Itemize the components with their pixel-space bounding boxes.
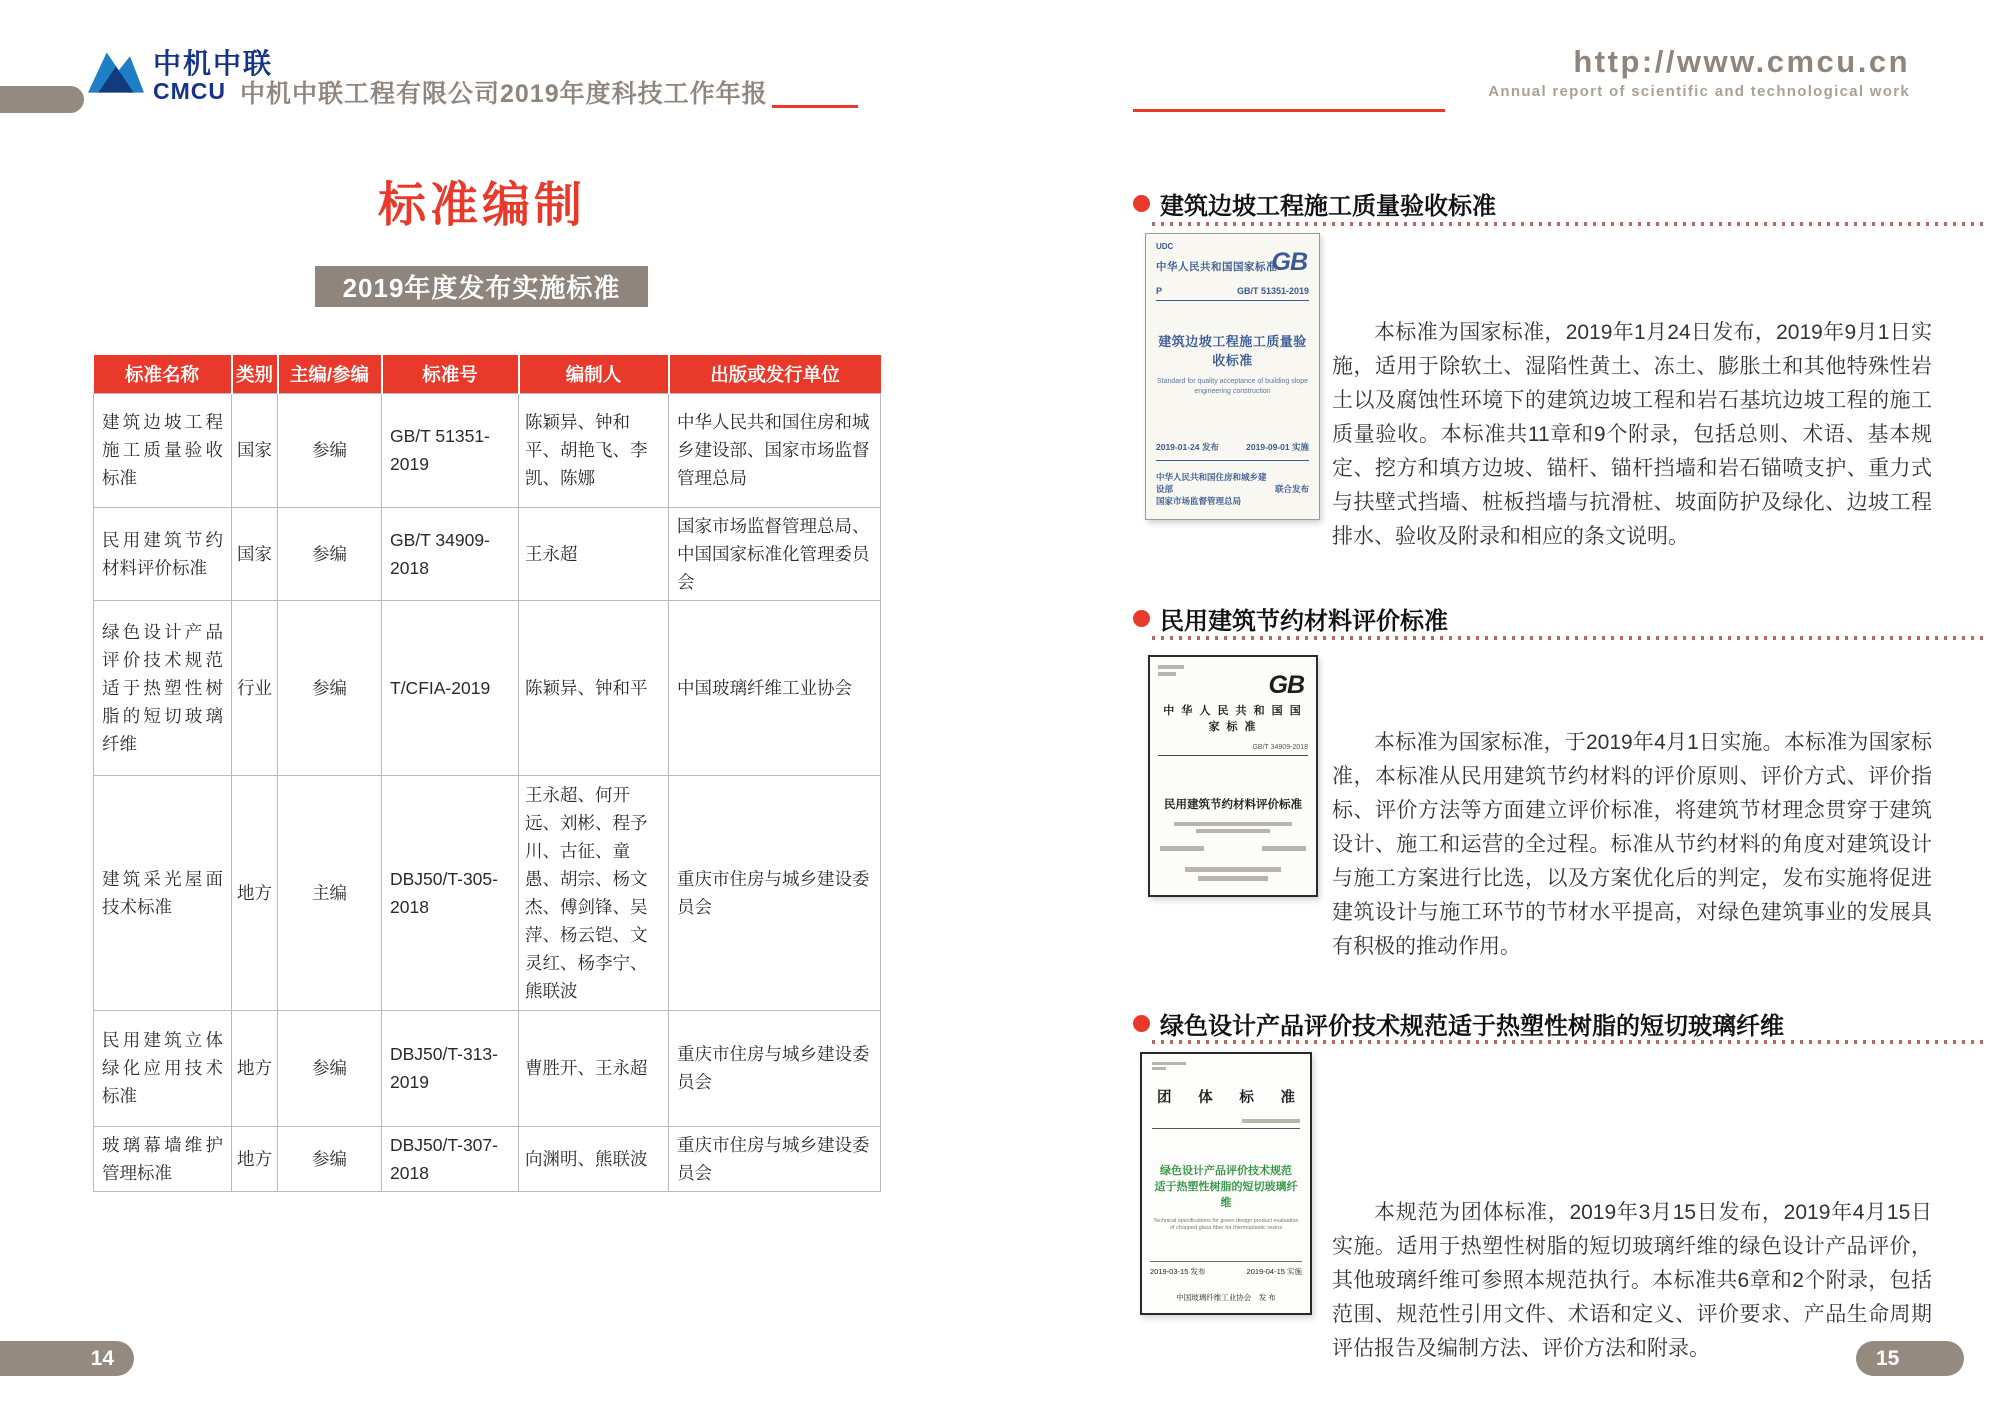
dotted-divider	[1152, 1040, 1985, 1044]
cover-rule	[1158, 755, 1308, 756]
blurred-text-placeholder	[1242, 1119, 1300, 1123]
cell-compilers: 陈颖异、钟和平	[519, 600, 669, 775]
section-heading-green-design-standard	[1133, 1006, 1784, 1041]
cell-category: 地方	[232, 1010, 278, 1126]
cell-role: 参编	[278, 1010, 382, 1126]
website-block	[1488, 44, 1910, 100]
cover-rule	[1156, 460, 1309, 461]
section-heading-label: 建筑边坡工程施工质量验收标准	[1160, 193, 1496, 220]
cover-standard-type: 中华人民共和国国家标准	[1156, 261, 1277, 273]
cover-p-label: P	[1156, 286, 1163, 296]
section-heading-label: 绿色设计产品评价技术规范适于热塑性树脂的短切玻璃纤维	[1160, 1013, 1784, 1040]
col-header-number: 标准号	[382, 355, 519, 393]
cover-impl-date: 2019-04-15 实施	[1246, 1267, 1302, 1276]
page-number-right: 15	[1856, 1341, 1964, 1376]
col-header-role: 主编/参编	[278, 355, 382, 393]
header-red-dash	[772, 105, 858, 108]
red-bullet-icon	[1133, 195, 1150, 212]
cell-publisher: 重庆市住房与城乡建设委员会	[669, 775, 881, 1010]
blurred-text-placeholder	[1152, 1062, 1186, 1070]
header-left-bar	[0, 86, 84, 113]
cover-issue-date: 2019-01-24 发布	[1156, 442, 1219, 452]
table-row	[94, 507, 881, 600]
blurred-text-placeholder	[1160, 846, 1306, 851]
cell-standard-name: 玻璃幕墙维护管理标准	[94, 1126, 232, 1191]
cover-rule	[1152, 1128, 1300, 1129]
cell-standard-name: 建筑采光屋面技术标准	[94, 775, 232, 1010]
cover-publisher-2: 国家市场监督管理总局	[1156, 496, 1242, 506]
cover-standard-number: GB/T 51351-2019	[1236, 286, 1309, 296]
cover-standard-type: 中 华 人 民 共 和 国 国 家 标 准	[1163, 705, 1303, 733]
cell-standard-name: 建筑边坡工程施工质量验收标准	[94, 393, 232, 507]
cell-standard-name: 民用建筑节约材料评价标准	[94, 507, 232, 600]
cell-number: DBJ50/T-307-2018	[382, 1126, 519, 1191]
cell-category: 国家	[232, 507, 278, 600]
table-row	[94, 775, 881, 1010]
cell-category: 地方	[232, 775, 278, 1010]
cover-title: 民用建筑节约材料评价标准	[1164, 799, 1302, 811]
cover-title: 建筑边坡工程施工质量验收标准	[1158, 334, 1307, 368]
cover-rule	[1156, 300, 1309, 301]
table-row	[94, 600, 881, 775]
section-heading-material-standard	[1133, 601, 1448, 636]
cell-compilers: 向渊明、熊联波	[519, 1126, 669, 1191]
cell-category: 国家	[232, 393, 278, 507]
cell-number: T/CFIA-2019	[382, 600, 519, 775]
table-row	[94, 1010, 881, 1126]
cover-publisher: 中国玻璃纤维工业协会 发 布	[1176, 1293, 1276, 1302]
section-body-text: 本标准为国家标准，2019年1月24日发布，2019年9月1日实施，适用于除软土、湿陷性黄土、冻土、膨胀土和其他特殊性岩土以及腐蚀性环境下的建筑边坡工程和岩石基坑边坡工程的施工质量验收。本标准共11章和9个附录，包括总则、术语、基本规定、挖方和填方边坡、锚杆、锚杆挡墙和岩石锚喷支护、重力式与扶壁式挡墙、桩板挡墙与抗滑桩、坡面防护及绿化、边坡工程排水、验收及附录和相应的条文说明。	[1332, 321, 1932, 548]
page-title: 标准编制	[377, 179, 586, 232]
cell-compilers: 王永超、何开远、刘彬、程予川、古征、童愚、胡宗、杨文杰、傅剑锋、吴萍、杨云铠、文灵红、杨李宁、熊联波	[519, 775, 669, 1010]
col-header-category: 类别	[232, 355, 278, 393]
logo-name-en: CMCU	[153, 77, 226, 104]
cover-title: 绿色设计产品评价技术规范 适于热塑性树脂的短切玻璃纤维	[1154, 1165, 1298, 1209]
dotted-divider	[1152, 636, 1985, 640]
cover-issue-date: 2019-03-15 发布	[1150, 1267, 1206, 1276]
header-red-divider	[1133, 109, 1445, 112]
cover-title-en: Standard for quality acceptance of building slope engineering construction	[1157, 378, 1308, 395]
cell-publisher: 国家市场监督管理总局、中国国家标准化管理委员会	[669, 507, 881, 600]
cell-publisher: 重庆市住房与城乡建设委员会	[669, 1126, 881, 1191]
cell-compilers: 陈颖异、钟和平、胡艳飞、李凯、陈娜	[519, 393, 669, 507]
red-bullet-icon	[1133, 610, 1150, 627]
cell-number: DBJ50/T-305-2018	[382, 775, 519, 1010]
cell-compilers: 曹胜开、王永超	[519, 1010, 669, 1126]
cover-title-en: Technical specifications for green design product evaluation of chopped glass fiber for thermoplastic resins	[1153, 1218, 1299, 1231]
gb-emblem-icon: GB	[1271, 248, 1307, 276]
standards-table	[93, 355, 881, 1192]
cell-role: 主编	[278, 775, 382, 1010]
cell-standard-name: 绿色设计产品评价技术规范适于热塑性树脂的短切玻璃纤维	[94, 600, 232, 775]
cover-publisher-1: 中华人民共和国住房和城乡建设部	[1156, 472, 1267, 494]
cell-role: 参编	[278, 1126, 382, 1191]
cell-number: GB/T 51351-2019	[382, 393, 519, 507]
dotted-divider	[1152, 222, 1985, 226]
logo-name-cn: 中机中联	[153, 47, 274, 79]
cell-number: GB/T 34909-2018	[382, 507, 519, 600]
cell-category: 地方	[232, 1126, 278, 1191]
cell-publisher: 中国玻璃纤维工业协会	[669, 600, 881, 775]
standard-cover-gb51351	[1145, 233, 1320, 520]
section-body-text: 本标准为国家标准，于2019年4月1日实施。本标准为国家标准，本标准从民用建筑节约材料的评价原则、评价方式、评价指标、评价方法等方面建立评价标准，将建筑节材理念贯穿于建筑设计、施工和运营的全过程。标准从节约材料的角度对建筑设计与施工方案进行比选，以及方案优化后的判定，发布实施将促进建筑设计与施工环节的节材水平提高，对绿色建筑事业的发展具有积极的推动作用。	[1332, 731, 1932, 958]
col-header-name: 标准名称	[94, 355, 232, 393]
website-subtitle: Annual report of scientific and technological work	[1488, 83, 1910, 100]
page-number-left: 14	[0, 1341, 134, 1376]
section-heading-label: 民用建筑节约材料评价标准	[1160, 608, 1448, 635]
col-header-compilers: 编制人	[519, 355, 669, 393]
cell-compilers: 王永超	[519, 507, 669, 600]
table-row	[94, 1126, 881, 1191]
cover-udc-label: UDC	[1156, 242, 1174, 251]
red-bullet-icon	[1133, 1015, 1150, 1032]
cell-role: 参编	[278, 600, 382, 775]
gb-emblem-icon: GB	[1268, 671, 1304, 699]
mountain-logo-icon	[88, 46, 144, 105]
cell-role: 参编	[278, 393, 382, 507]
standard-cover-gb34909	[1148, 655, 1318, 897]
cover-standard-number: GB/T 34909-2018	[1252, 744, 1308, 751]
cell-standard-name: 民用建筑立体绿化应用技术标准	[94, 1010, 232, 1126]
table-row	[94, 393, 881, 507]
blurred-text-placeholder	[1158, 665, 1184, 676]
cell-publisher: 重庆市住房与城乡建设委员会	[669, 1010, 881, 1126]
cover-impl-date: 2019-09-01 实施	[1246, 442, 1309, 452]
cell-category: 行业	[232, 600, 278, 775]
standard-cover-tcfia	[1140, 1052, 1312, 1315]
cell-publisher: 中华人民共和国住房和城乡建设部、国家市场监督管理总局	[669, 393, 881, 507]
table-header-row	[94, 355, 881, 393]
blurred-text-placeholder	[1150, 867, 1316, 881]
section-banner: 2019年度发布实施标准	[315, 266, 648, 307]
cover-standard-type: 团 体 标 准	[1157, 1090, 1295, 1106]
col-header-publisher: 出版或发行单位	[669, 355, 881, 393]
cell-number: DBJ50/T-313-2019	[382, 1010, 519, 1126]
blurred-text-placeholder	[1158, 822, 1308, 833]
cell-role: 参编	[278, 507, 382, 600]
cover-joint-label: 联合发布	[1274, 484, 1309, 494]
section-body-text: 本规范为团体标准，2019年3月15日发布，2019年4月15日实施。适用于热塑性树脂的短切玻璃纤维的绿色设计产品评价，其他玻璃纤维可参照本规范执行。本标准共6章和2个附录，包括范围、规范性引用文件、术语和定义、评价要求、产品生命周期评估报告及编制方法、评价方法和附录。	[1332, 1201, 1932, 1360]
report-title: 中机中联工程有限公司2019年度科技工作年报	[240, 80, 768, 108]
website-url[interactable]: http://www.cmcu.cn	[1573, 44, 1910, 79]
section-heading-slope-standard	[1133, 186, 1496, 221]
